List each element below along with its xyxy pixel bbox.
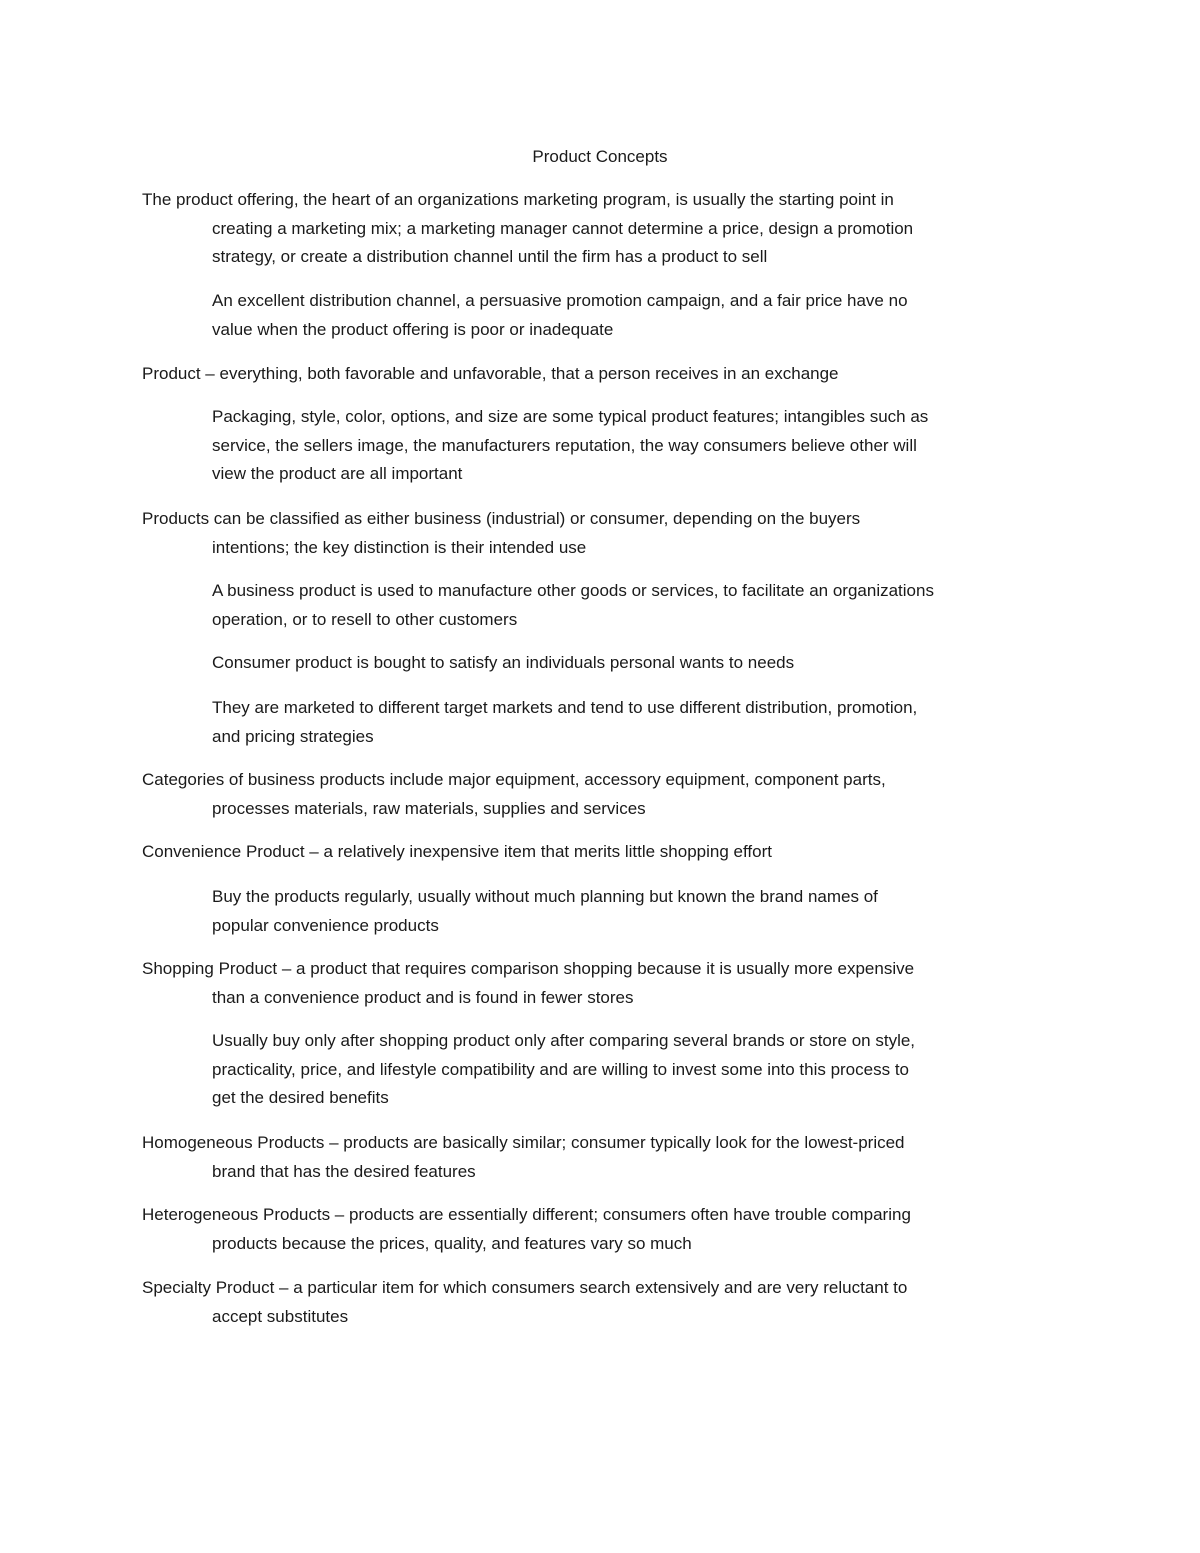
paragraph (142, 1274, 907, 1331)
paragraph-line: An excellent distribution channel, a persuasive promotion campaign, and a fair price have no (212, 291, 908, 310)
paragraph-line: A business product is used to manufacture other goods or services, to facilitate an organizations (212, 581, 934, 600)
paragraph-line: accept substitutes (212, 1306, 349, 1326)
paragraph-line: The product offering, the heart of an organizations marketing program, is usually the starting point in (142, 190, 894, 209)
paragraph-line: Usually buy only after shopping product only after comparing several brands or store on style, (212, 1031, 916, 1050)
paragraph (142, 505, 860, 562)
paragraph-line: Heterogeneous Products – products are essentially different; consumers often have trouble comparing (142, 1205, 911, 1224)
paragraph-line: value when the product offering is poor or inadequate (212, 319, 614, 339)
paragraph (142, 955, 914, 1012)
paragraph-line: than a convenience product and is found in fewer stores (212, 987, 634, 1007)
paragraph-line: intentions; the key distinction is their intended use (212, 537, 587, 557)
paragraph-line: service, the sellers image, the manufacturers reputation, the way consumers believe other will (212, 435, 917, 455)
paragraph-line: They are marketed to different target markets and tend to use different distribution, promotion, (212, 698, 918, 717)
indented-paragraph (212, 1027, 915, 1113)
paragraph-line: operation, or to resell to other customers (212, 609, 518, 629)
paragraph-line: Consumer product is bought to satisfy an individuals personal wants to needs (212, 653, 795, 672)
indented-paragraph (212, 403, 928, 489)
paragraph-line: Categories of business products include major equipment, accessory equipment, component parts, (142, 770, 886, 789)
indented-paragraph (212, 287, 908, 344)
paragraph-line: and pricing strategies (212, 726, 374, 746)
paragraph-line: Specialty Product – a particular item for which consumers search extensively and are very reluctant to (142, 1278, 908, 1297)
paragraph-line: Packaging, style, color, options, and size are some typical product features; intangibles such as (212, 407, 929, 426)
paragraph-line: Buy the products regularly, usually without much planning but known the brand names of (212, 887, 878, 906)
paragraph-line: Shopping Product – a product that requires comparison shopping because it is usually more expensive (142, 959, 915, 978)
indented-paragraph (212, 694, 917, 751)
paragraph-line: popular convenience products (212, 915, 439, 935)
paragraph-line: processes materials, raw materials, supplies and services (212, 798, 646, 818)
document-title: Product Concepts (532, 147, 668, 166)
paragraph-line: get the desired benefits (212, 1088, 389, 1108)
paragraph-line: strategy, or create a distribution channel until the firm has a product to sell (212, 247, 768, 267)
indented-paragraph (212, 883, 878, 940)
paragraph (142, 766, 886, 823)
paragraph-line: creating a marketing mix; a marketing manager cannot determine a price, design a promotion (212, 218, 914, 238)
paragraph (142, 186, 913, 272)
paragraph-line: Products can be classified as either business (industrial) or consumer, depending on the buyers (142, 509, 861, 528)
paragraph (142, 838, 772, 867)
paragraph-line: Product – everything, both favorable and unfavorable, that a person receives in an exchange (142, 364, 839, 383)
paragraph-line: view the product are all important (212, 464, 463, 484)
paragraph-line: brand that has the desired features (212, 1161, 476, 1181)
paragraph-line: Convenience Product – a relatively inexpensive item that merits little shopping effort (142, 842, 772, 861)
paragraph-line: practicality, price, and lifestyle compatibility and are willing to invest some into this process to (212, 1059, 909, 1079)
paragraph (142, 1201, 911, 1258)
indented-paragraph (212, 577, 934, 634)
paragraph (142, 1129, 905, 1186)
paragraph (142, 360, 839, 389)
paragraph-line: Homogeneous Products – products are basically similar; consumer typically look for the lowest-priced (142, 1133, 905, 1152)
indented-paragraph (212, 649, 794, 678)
paragraph-line: products because the prices, quality, and features vary so much (212, 1233, 692, 1253)
